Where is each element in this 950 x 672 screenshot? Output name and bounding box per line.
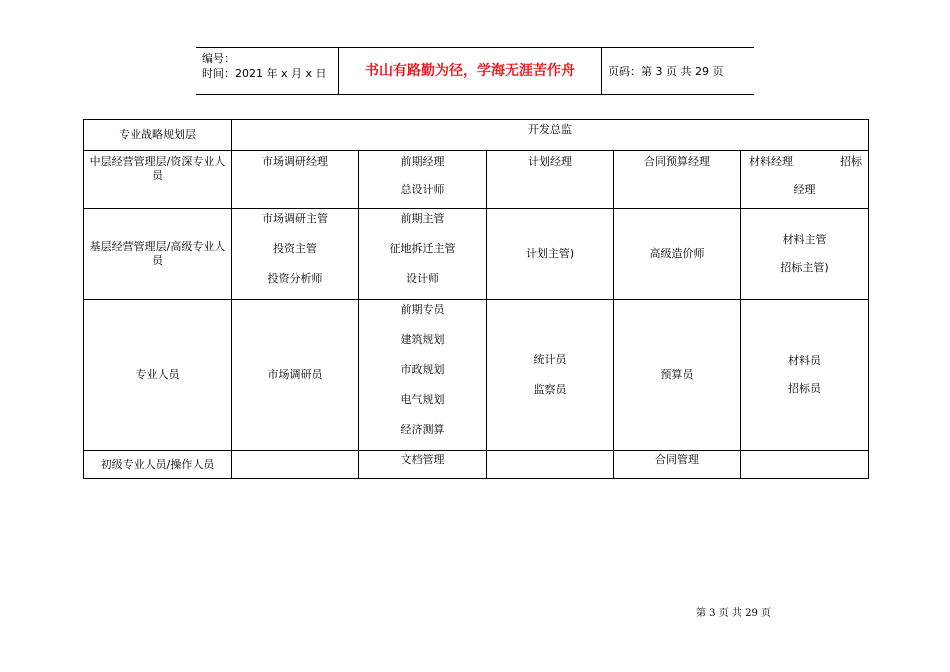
level-cell <box>84 209 232 300</box>
role-cell <box>359 451 487 479</box>
org-level-table <box>83 119 869 479</box>
role-label: 征地拆迁主管 <box>389 242 456 255</box>
strategy-level-cell: 专业战略规划层 <box>84 120 232 151</box>
level-cell <box>84 300 232 451</box>
table-row <box>84 120 869 151</box>
role-cell <box>232 209 359 300</box>
code-label: 编号： <box>202 52 235 65</box>
level-label: 基层经营管理层/高级专业人员 <box>89 240 226 267</box>
time-label: 时间：2021 年 x 月 x 日 <box>202 67 327 80</box>
level-label: 专业人员 <box>135 368 180 381</box>
role-label: 市场调研员 <box>267 368 323 381</box>
role-cell <box>741 151 869 209</box>
role-cell <box>232 300 359 451</box>
role-label: 设计师 <box>406 272 439 285</box>
page-footer: 第 3 页 共 29 页 <box>696 608 771 619</box>
role-label: 材料员 <box>788 354 821 367</box>
role-cell <box>741 209 869 300</box>
level-label: 初级专业人员/操作人员 <box>100 457 215 471</box>
role-label: 监察员 <box>533 383 567 396</box>
role-label: 投资分析师 <box>267 272 323 285</box>
role-label: 经济测算 <box>400 423 445 436</box>
role-label: 前期专员 <box>400 303 445 316</box>
role-label: 招标主管) <box>780 261 829 274</box>
role-cell <box>359 209 487 300</box>
role-label: 材料主管 <box>782 233 827 246</box>
role-cell <box>614 209 741 300</box>
role-label: 市场调研经理 <box>262 155 328 168</box>
director-cell <box>232 120 869 151</box>
role-cell <box>487 209 614 300</box>
table-row <box>84 209 869 300</box>
role-cell-empty <box>232 451 359 479</box>
role-label: 市政规划 <box>400 363 445 376</box>
table-row <box>84 451 869 479</box>
role-label: 招标员 <box>788 382 821 395</box>
role-cell <box>232 151 359 209</box>
role-label: 高级造价师 <box>649 247 705 260</box>
role-label: 招标 <box>840 155 862 168</box>
table-row <box>84 151 869 209</box>
role-label: 投资主管 <box>273 242 317 255</box>
header-divider <box>601 48 602 94</box>
role-cell <box>614 300 741 451</box>
level-cell <box>84 451 232 479</box>
role-cell <box>359 300 487 451</box>
page-header <box>196 47 754 95</box>
role-cell <box>741 300 869 451</box>
role-label: 统计员 <box>533 353 567 366</box>
role-label: 合同管理 <box>655 453 699 466</box>
role-cell <box>614 151 741 209</box>
header-motto: 书山有路勤为径，学海无涯苦作舟 <box>365 63 575 79</box>
header-page-number: 页码：第 3 页 共 29 页 <box>608 65 724 78</box>
role-label: 材料经理 <box>749 155 793 168</box>
role-cell <box>359 151 487 209</box>
role-label: 前期经理 <box>400 155 445 168</box>
role-label: 市场调研主管 <box>262 212 328 225</box>
role-label: 计划经理 <box>528 155 572 168</box>
role-label: 合同预算经理 <box>644 155 710 168</box>
role-cell <box>487 151 614 209</box>
role-label: 前期主管 <box>400 212 445 225</box>
role-label: 经理 <box>793 183 816 196</box>
role-cell-empty <box>487 451 614 479</box>
role-label: 预算员 <box>660 368 694 381</box>
role-label: 文档管理 <box>400 453 445 466</box>
director-title: 开发总监 <box>528 123 572 136</box>
level-label: 中层经营管理层/资深专业人员 <box>89 155 226 182</box>
level-cell <box>84 151 232 209</box>
role-label: 建筑规划 <box>400 333 445 346</box>
role-label: 总设计师 <box>400 183 445 196</box>
header-meta <box>202 51 327 81</box>
role-cell-empty <box>741 451 869 479</box>
role-label: 计划主管) <box>525 247 575 260</box>
table-row <box>84 300 869 451</box>
role-cell <box>487 300 614 451</box>
role-label: 电气规划 <box>400 393 445 406</box>
role-cell <box>614 451 741 479</box>
